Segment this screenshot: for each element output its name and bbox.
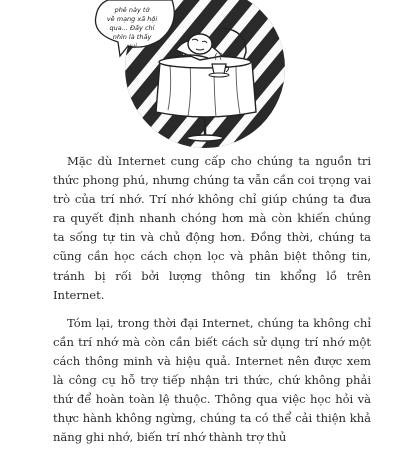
paragraph: Mặc dù Internet cung cấp cho chúng ta nguồn tri thức phong phú, nhưng chúng ta vẫn cần coi trọng vai trò của trí nhớ. Trí nhớ không chỉ giúp chúng ta đưa ra quyết định nhanh chóng hơn mà còn khiến chúng ta sống tự tin và chủ động hơn. Đồng thời, chúng ta cũng cần học cách chọn lọc và phân biệt thông tin, tránh bị rối bởi lượng thông tin khổng lồ trên Internet. (53, 154, 371, 302)
cartoon-illustration (0, 0, 400, 148)
speech-bubble-text: phê này tớ về mạng xã hội qua... Đấy chỉ nhìn là thấy vui (106, 6, 158, 50)
page-text-body (53, 152, 371, 456)
paragraph: Tóm lại, trong thời đại Internet, chúng ta không chỉ cần trí nhớ mà còn cần biết cách sử dụng trí nhớ một cách thông minh và hiệu quả. Internet nên được xem là công cụ hỗ trợ tiếp nhận tri thức, chứ không phải thứ để hoàn toàn lệ thuộc. Thông qua việc học hỏi và thực hành không ngừng, chúng ta có thể cải thiện khả năng ghi nhớ, biến trí nhớ thành trợ thủ (53, 315, 371, 445)
